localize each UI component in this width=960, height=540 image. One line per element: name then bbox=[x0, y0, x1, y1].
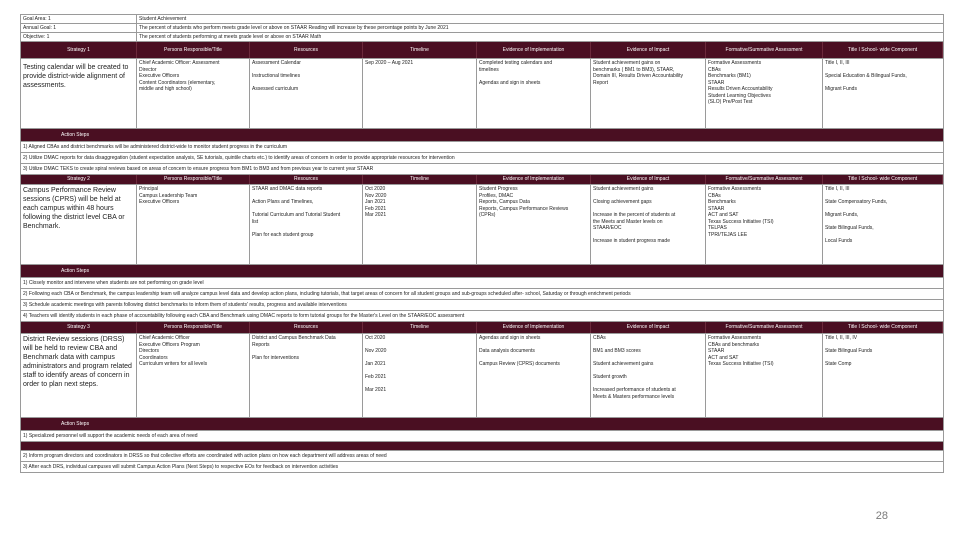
timeline-cell bbox=[363, 185, 477, 264]
persons-cell bbox=[137, 185, 250, 264]
header-evidence-implementation: Evidence of Implementation bbox=[477, 322, 591, 333]
impact-line: Increased performance of students at bbox=[593, 387, 676, 393]
header-persons: Persons Responsible/Title bbox=[137, 42, 250, 58]
strategy-title: Strategy 2 bbox=[21, 175, 137, 184]
assessment-line: STAAR bbox=[708, 205, 725, 212]
strategy-description: District Review sessions (DRSS) will be held to review CBA and Benchmark data with campus administrators and program related staff to identify areas of concern in order to plan next steps. bbox=[21, 334, 137, 417]
impact-line: Student growth bbox=[593, 374, 627, 380]
action-steps-header bbox=[21, 265, 943, 278]
action-step-row bbox=[21, 462, 943, 473]
meta-row-goal bbox=[21, 14, 943, 24]
meta-label: Annual Goal: 1 bbox=[21, 24, 137, 32]
header-assessment: Formative/Summative Assessment bbox=[706, 322, 823, 333]
title1-cell bbox=[823, 59, 943, 128]
impact-line: Meets & Masters performance levels bbox=[593, 393, 675, 400]
evidence-implementation-cell bbox=[477, 185, 591, 264]
section-divider bbox=[21, 442, 943, 451]
assessment-line: Formative Assessments bbox=[708, 186, 762, 192]
action-step-row bbox=[21, 278, 943, 289]
action-steps-header bbox=[21, 418, 943, 431]
header-title1: Title I School- wide Component bbox=[823, 322, 943, 333]
improvement-plan-table bbox=[20, 14, 944, 473]
title1-line: Title I, II, III bbox=[825, 186, 850, 192]
action-steps-label: Action Steps bbox=[61, 268, 90, 274]
header-resources: Resources bbox=[250, 42, 363, 58]
assessment-line: Benchmarks bbox=[708, 199, 736, 205]
strategy-2-header-row bbox=[21, 175, 943, 185]
assessment-line: CBAs and benchmarks bbox=[708, 341, 760, 348]
action-step-text: 1) Closely monitor and intervene when students are not performing on grade level bbox=[23, 280, 204, 286]
assessment-line: Formative Assessments bbox=[708, 335, 762, 341]
evidence-impact-cell bbox=[591, 185, 706, 264]
assessment-line: CBAs bbox=[708, 66, 721, 73]
persons-line: Principal bbox=[139, 186, 159, 192]
resources-line: Action Plans and Timelines, bbox=[252, 199, 314, 205]
header-resources: Resources bbox=[250, 322, 363, 333]
assessment-cell bbox=[706, 59, 823, 128]
impact-line: Increase in student progress made bbox=[593, 238, 670, 244]
persons-line: Coordinators bbox=[139, 354, 168, 361]
persons-line: Chief Academic Officer bbox=[139, 335, 190, 341]
evidence-impact-cell bbox=[591, 334, 706, 417]
evidence-line: Agendas and sign in sheets bbox=[479, 79, 541, 86]
assessment-line: Texas Success Initiative (TSI) bbox=[708, 218, 774, 225]
evidence-line: Agendas and sign in sheets bbox=[479, 335, 541, 341]
strategy-title: Strategy 3 bbox=[21, 322, 137, 333]
title1-line: Title I, II, III, IV bbox=[825, 335, 858, 341]
timeline-line: Nov 2020 bbox=[365, 348, 387, 354]
resources-line: Plan for each student group bbox=[252, 231, 314, 238]
action-step-row bbox=[21, 451, 943, 462]
title1-line: State Bilingual Funds bbox=[825, 348, 873, 354]
evidence-impact-cell bbox=[591, 59, 706, 128]
evidence-line: Reports, Campus Performance Reviews bbox=[479, 205, 569, 212]
header-evidence-implementation: Evidence of Implementation bbox=[477, 175, 591, 184]
impact-line: Report bbox=[593, 79, 609, 86]
action-step-text: 4) Teachers will identify students in each phase of accountability following each CBA and Benchmark using DMAC reports to form tutorial groups for the Master's Level on the STAAR/EOC assessment bbox=[23, 313, 465, 319]
evidence-implementation-cell bbox=[477, 59, 591, 128]
strategy-1-body-row bbox=[21, 59, 943, 129]
header-assessment: Formative/Summative Assessment bbox=[706, 175, 823, 184]
title1-line: State Comp bbox=[825, 361, 852, 367]
assessment-line: STAAR bbox=[708, 79, 725, 86]
persons-line: Campus Leadership Team bbox=[139, 192, 198, 199]
impact-line: Domain III, Results Driven Accountability bbox=[593, 73, 684, 79]
impact-line: Closing achievement gaps bbox=[593, 199, 652, 205]
assessment-cell bbox=[706, 185, 823, 264]
strategy-description: Testing calendar will be created to provide district-wide alignment of assessments. bbox=[21, 59, 137, 128]
timeline-cell bbox=[363, 334, 477, 417]
assessment-line: TPRI/TEJAS LEE bbox=[708, 231, 748, 238]
title1-line: State Bilingual Funds, bbox=[825, 225, 874, 231]
title1-cell bbox=[823, 185, 943, 264]
page-number: 28 bbox=[875, 510, 888, 522]
persons-line: Directors bbox=[139, 348, 160, 354]
timeline-line: Mar 2021 bbox=[365, 387, 387, 393]
evidence-line: Profiles, DMAC bbox=[479, 192, 514, 199]
action-step-text: 2) Utilize DMAC reports for data disaggregation (student expectation analysis, SE tutorials, quintile charts etc.) to identify areas of concern in order to provide appropriate resources for intervention bbox=[23, 155, 455, 161]
impact-line: Student achievement gains on bbox=[593, 60, 661, 66]
resources-line: Assessed curriculum bbox=[252, 86, 299, 92]
title1-line: Local Funds bbox=[825, 238, 853, 244]
title1-line: Special Education & Bilingual Funds, bbox=[825, 73, 907, 79]
persons-line: Curriculum writers for all levels bbox=[139, 361, 208, 367]
resources-line: list bbox=[252, 218, 259, 225]
assessment-line: STAAR bbox=[708, 348, 725, 354]
assessment-cell bbox=[706, 334, 823, 417]
impact-line: the Meets and Master levels on bbox=[593, 218, 663, 225]
persons-cell bbox=[137, 334, 250, 417]
action-step-text: 2) Inform program directors and coordinators in DRSS so that collective efforts are coordinated with action plans on how each department will address areas of need bbox=[23, 453, 387, 459]
timeline-line: Jan 2021 bbox=[365, 199, 386, 205]
meta-row-objective bbox=[21, 33, 943, 42]
resources-cell bbox=[250, 185, 363, 264]
meta-value: The percent of students who perform meets grade level or above on STAAR Reading will increase by these percentage points by June 2021 bbox=[139, 25, 449, 31]
resources-line: Reports bbox=[252, 341, 270, 348]
persons-line: middle and high school) bbox=[139, 86, 192, 92]
impact-line: Student achievement gains bbox=[593, 186, 654, 192]
action-step-text: 1) Aligned CBAs and district benchmarks will be administered district-wide to monitor student progress in the curriculum bbox=[23, 144, 288, 150]
strategy-title: Strategy 1 bbox=[21, 42, 137, 58]
persons-line: Director bbox=[139, 66, 157, 73]
action-step-row bbox=[21, 142, 943, 153]
action-step-text: 3) Utilize DMAC TEKS to create spiral reviews based on areas of concern to ensure progress from BM1 to BM3 and from previous year to current year STAAR bbox=[23, 166, 374, 172]
header-timeline: Timeline bbox=[363, 42, 477, 58]
persons-line: Executive Officers bbox=[139, 73, 180, 79]
timeline-line: Feb 2021 bbox=[365, 205, 387, 212]
timeline-line: Oct 2020 bbox=[365, 186, 386, 192]
assessment-line: Formative Assessments bbox=[708, 60, 762, 66]
persons-line: Executive Officers bbox=[139, 199, 180, 205]
assessment-line: Results Driven Accountability bbox=[708, 86, 773, 92]
header-resources: Resources bbox=[250, 175, 363, 184]
resources-line: STAAR and DMAC data reports bbox=[252, 186, 323, 192]
title1-line: Migrant Funds, bbox=[825, 212, 859, 218]
title1-cell bbox=[823, 334, 943, 417]
assessment-line: Benchmarks (BM1) bbox=[708, 73, 751, 79]
action-step-text: 2) Following each CBA or Benchmark, the campus leadership team will analyze campus level data and develop action plans, including tutorials, that target areas of concern for all student groups and sub-groups scheduled after- school, Saturday or through enrichment periods bbox=[23, 291, 631, 297]
resources-cell bbox=[250, 334, 363, 417]
timeline-line: Oct 2020 bbox=[365, 335, 386, 341]
persons-line: Executive Officers Program bbox=[139, 341, 200, 348]
header-timeline: Timeline bbox=[363, 175, 477, 184]
timeline-line: Jan 2021 bbox=[365, 361, 386, 367]
title1-line: Title I, II, III bbox=[825, 60, 850, 66]
action-steps-label: Action Steps bbox=[61, 132, 90, 138]
timeline-line: Nov 2020 bbox=[365, 192, 387, 199]
title1-line: Migrant Funds bbox=[825, 86, 857, 92]
timeline-line: Mar 2021 bbox=[365, 212, 387, 218]
evidence-line: Completed testing calendars and bbox=[479, 60, 553, 66]
strategy-3-header-row bbox=[21, 322, 943, 334]
assessment-line: ACT and SAT bbox=[708, 212, 739, 218]
impact-line: Student achievement gains bbox=[593, 361, 654, 367]
assessment-line: TELPAS bbox=[708, 225, 727, 231]
resources-cell bbox=[250, 59, 363, 128]
timeline-line: Sep 2020 – Aug 2021 bbox=[365, 60, 414, 66]
header-title1: Title I School- wide Component bbox=[823, 175, 943, 184]
impact-line: STAAR/EOC bbox=[593, 225, 622, 231]
assessment-line: Student Learning Objectives bbox=[708, 92, 771, 99]
header-persons: Persons Responsible/Title bbox=[137, 175, 250, 184]
impact-line: BM1 and BM3 scores bbox=[593, 348, 641, 354]
action-step-row bbox=[21, 431, 943, 442]
evidence-line: (CPRs) bbox=[479, 212, 496, 218]
action-step-row bbox=[21, 311, 943, 322]
timeline-line: Feb 2021 bbox=[365, 374, 387, 380]
evidence-line: Campus Review (CPRS) documents bbox=[479, 361, 560, 367]
strategy-description: Campus Performance Review sessions (CPRS) will be held at each campus within 48 hours following the district level CBA or Benchmark. bbox=[21, 185, 137, 264]
action-step-row bbox=[21, 153, 943, 164]
persons-cell bbox=[137, 59, 250, 128]
evidence-line: Student Progress bbox=[479, 186, 518, 192]
assessment-line: CBAs bbox=[708, 192, 721, 199]
header-evidence-implementation: Evidence of Implementation bbox=[477, 42, 591, 58]
header-timeline: Timeline bbox=[363, 322, 477, 333]
impact-line: benchmarks ( BM1 to BM3), STAAR, bbox=[593, 66, 675, 73]
assessment-line: Texas Success Initiative (TSI) bbox=[708, 361, 774, 367]
assessment-line: ACT and SAT bbox=[708, 354, 739, 361]
action-steps-label: Action Steps bbox=[61, 421, 90, 427]
resources-line: Assessment Calendar bbox=[252, 60, 301, 66]
meta-label: Objective: 1 bbox=[21, 33, 137, 41]
action-step-row bbox=[21, 289, 943, 300]
evidence-implementation-cell bbox=[477, 334, 591, 417]
header-assessment: Formative/Summative Assessment bbox=[706, 42, 823, 58]
header-persons: Persons Responsible/Title bbox=[137, 322, 250, 333]
header-evidence-impact: Evidence of Impact bbox=[591, 175, 706, 184]
action-step-row bbox=[21, 300, 943, 311]
impact-line: Increase in the percent of students at bbox=[593, 212, 676, 218]
resources-line: Tutorial Curriculum and Tutorial Student bbox=[252, 212, 341, 218]
action-step-text: 3) After each DRS, individual campuses will submit Campus Action Plans (Next Steps) to respective EOs for feedback on intervention activities bbox=[23, 464, 339, 470]
evidence-line: timelines bbox=[479, 66, 499, 73]
action-steps-header bbox=[21, 129, 943, 142]
action-step-row bbox=[21, 164, 943, 175]
header-evidence-impact: Evidence of Impact bbox=[591, 42, 706, 58]
title1-line: State Compensatory Funds, bbox=[825, 199, 888, 205]
action-step-text: 3) Schedule academic meetings with parents following district benchmarks to inform them of students' results, progress and available interventions bbox=[23, 302, 347, 308]
timeline-cell bbox=[363, 59, 477, 128]
strategy-3-body-row bbox=[21, 334, 943, 418]
evidence-line: Reports, Campus Data bbox=[479, 199, 530, 205]
header-title1: Title I School- wide Component bbox=[823, 42, 943, 58]
assessment-line: (SLO) Pre/Post Test bbox=[708, 99, 753, 105]
resources-line: Instructional timelines bbox=[252, 73, 301, 79]
evidence-line: Data analysis documents bbox=[479, 348, 535, 354]
strategy-2-body-row bbox=[21, 185, 943, 265]
meta-row-annual-goal bbox=[21, 24, 943, 33]
meta-label: Goal Area: 1 bbox=[21, 15, 137, 23]
persons-line: Content Coordinators (elementary, bbox=[139, 79, 216, 86]
strategy-1-header-row bbox=[21, 42, 943, 59]
header-evidence-impact: Evidence of Impact bbox=[591, 322, 706, 333]
impact-line: CBAs bbox=[593, 335, 606, 341]
action-step-text: 1) Specialized personnel will support the academic needs of each area of need bbox=[23, 433, 198, 439]
meta-value: Student Achievement bbox=[139, 16, 187, 22]
resources-line: District and Campus Benchmark Data bbox=[252, 335, 336, 341]
meta-value: The percent of students performing at meets grade level or above on STAAR Math bbox=[139, 34, 322, 40]
resources-line: Plan for interventions bbox=[252, 354, 299, 361]
persons-line: Chief Academic Officer: Assessment bbox=[139, 60, 220, 66]
